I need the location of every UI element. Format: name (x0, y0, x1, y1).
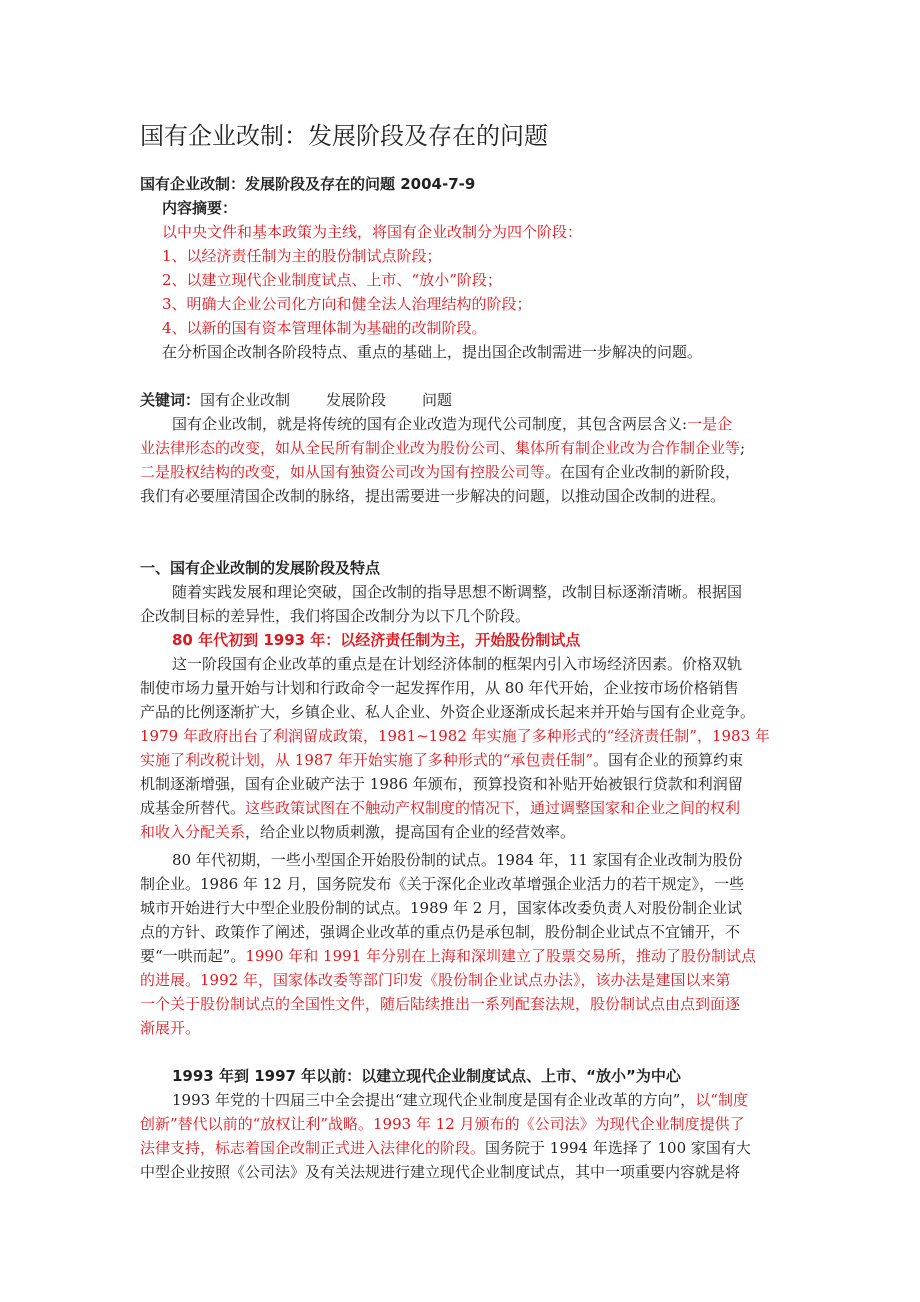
text-run: 城市开始进行大中型企业股份制的试点。1989 年 2 月，国家体改委负责人对股份制企业试 (140, 899, 743, 917)
text-run: 制企业。1986 年 12 月，国务院发布《关于深化企业改革增强企业活力的若干规定》，一些 (140, 875, 745, 893)
document-title: 国有企业改制：发展阶段及存在的问题 (140, 122, 548, 150)
paragraph-line (140, 1016, 200, 1040)
paragraph-line (140, 724, 770, 748)
paragraph-line (172, 1088, 748, 1112)
text-run: 成基金所替代。 (140, 799, 246, 817)
keyword: 国有企业改制 (200, 391, 291, 409)
keyword: 发展阶段 (326, 391, 387, 409)
text-run: 1990 年和 1991 年分别在上海和深圳建立了股票交易所，推动了股份制试点 (245, 947, 756, 965)
intro-para-line: 业法律形态的改变，如从全民所有制企业改为股份公司、集体所有制企业改为合作制企业等; (140, 439, 746, 457)
intro-para-line: 二是股权结构的改变，如从国有独资公司改为国有控股公司等。在国有企业改制的新阶段， (140, 463, 741, 481)
text-run: 法律支持，标志着国企改制正式进入法律化的阶段。 (140, 1139, 486, 1157)
paragraph-line (140, 896, 742, 920)
paragraph-line (140, 872, 744, 896)
section-para-line: 企改制目标的差异性，我们将国企改制分为以下几个阶段。 (140, 607, 531, 625)
paragraph-line (140, 676, 739, 700)
text-run: 以“制度 (695, 1091, 748, 1109)
text-run: 1993 年党的十四届三中全会提出“建立现代企业制度是国有企业改革的方向”， (172, 1091, 696, 1109)
text-run: 这些政策试图在不触动产权制度的情况下，通过调整国家和企业之间的权利 (245, 799, 741, 817)
text-run: 中型企业按照《公司法》及有关法规进行建立现代企业制度试点，其中一项重要内容就是将 (140, 1163, 741, 1181)
stage-heading: 1993 年到 1997 年以前：以建立现代企业制度试点、上市、“放小”为中心 (172, 1067, 681, 1085)
intro-para-line: 我们有必要厘清国企改制的脉络，提出需要进一步解决的问题，以推动国企改制的进程。 (140, 487, 726, 505)
keywords-label: 关键词： (140, 391, 201, 409)
text-run: 一个关于股份制试点的全国性文件，随后陆续推出一系列配套法规，股份制试点由点到面逐 (140, 995, 741, 1013)
keywords-line (140, 388, 452, 412)
summary-item: 4、以新的国有资本管理体制为基础的改制阶段。 (162, 319, 487, 337)
paragraph-line (140, 1160, 740, 1184)
summary-intro: 以中央文件和基本政策为主线，将国有企业改制分为四个阶段： (162, 223, 583, 241)
text-run: 1979 年政府出台了利润留成政策，1981~1982 年实施了多种形式的“经济责任制”，1983 年 (140, 727, 770, 745)
text-run: 国务院于 1994 年选择了 100 家国有大 (485, 1139, 751, 1157)
paragraph-line (140, 772, 743, 796)
text-run: 实施了利改税计划，从 1987 年开始实施了多种形式的“承包责任制” (140, 751, 594, 769)
text-run: 和收入分配关系 (140, 823, 246, 841)
text-run: 机制逐渐增强，国有企业破产法于 1986 年颁布，预算投资和补贴开始被银行贷款和利润留 (140, 775, 743, 793)
text-run: ，给企业以物质刺激，提高国有企业的经营效率。 (245, 823, 576, 841)
paragraph-line (172, 848, 743, 872)
paragraph-line (140, 820, 575, 844)
text-run: 产品的比例逐渐扩大，乡镇企业、私人企业、外资企业逐渐成长起来并开始与国有企业竞争。 (140, 703, 756, 721)
paragraph-line (140, 920, 740, 944)
text-run: 创新”替代以前的“放权让利”战略。1993 年 12 月颁布的《公司法》为现代企业制度提供了 (140, 1115, 745, 1133)
section-para-line: 随着实践发展和理论突破，国企改制的指导思想不断调整，改制目标逐渐清晰。根据国 (172, 583, 743, 601)
summary-label: 内容摘要： (162, 199, 238, 217)
paragraph-line (172, 652, 742, 676)
section-heading: 一、国有企业改制的发展阶段及特点 (140, 559, 381, 577)
paragraph-line (140, 1112, 745, 1136)
paragraph-line (140, 968, 730, 992)
paragraph-line (140, 796, 740, 820)
text-run: 的进展。1992 年，国家体改委等部门印发《股份制企业试点办法》，该办法是建国以来第 (140, 971, 731, 989)
summary-item: 1、以经济责任制为主的股份制试点阶段； (162, 247, 442, 265)
paragraph-line (140, 1136, 751, 1160)
intro-para-line: 国有企业改制，就是将传统的国有企业改造为现代公司制度，其包含两层含义:一是企 (172, 415, 733, 433)
paragraph-line (140, 992, 740, 1016)
text-run: 制使市场力量开始与计划和行政命令一起发挥作用，从 80 年代开始，企业按市场价格销售 (140, 679, 739, 697)
paragraph-line (140, 944, 756, 968)
summary-item: 2、以建立现代企业制度试点、上市、“放小”阶段； (162, 271, 502, 289)
keyword: 问题 (422, 391, 453, 409)
text-run: 渐展开。 (140, 1019, 201, 1037)
text-run: 点的方针、政策作了阐述，强调企业改革的重点仍是承包制，股份制企业试点不宜铺开，不 (140, 923, 741, 941)
header-line: 国有企业改制：发展阶段及存在的问题 2004-7-9 (140, 175, 476, 193)
summary-item: 3、明确大企业公司化方向和健全法人治理结构的阶段； (162, 295, 532, 313)
text-run: 。国有企业的预算约束 (593, 751, 744, 769)
paragraph-line (140, 748, 743, 772)
text-run: 要“一哄而起”。 (140, 947, 246, 965)
text-run: 这一阶段国有企业改革的重点是在计划经济体制的框架内引入市场经济因素。价格双轨 (172, 655, 743, 673)
stage-heading: 80 年代初到 1993 年：以经济责任制为主，开始股份制试点 (172, 631, 581, 649)
paragraph-line (140, 700, 755, 724)
text-run: 80 年代初期，一些小型国企开始股份制的试点。1984 年，11 家国有企业改制为股份 (172, 851, 743, 869)
summary-closing: 在分析国企改制各阶段特点、重点的基础上，提出国企改制需进一步解决的问题。 (162, 343, 703, 361)
